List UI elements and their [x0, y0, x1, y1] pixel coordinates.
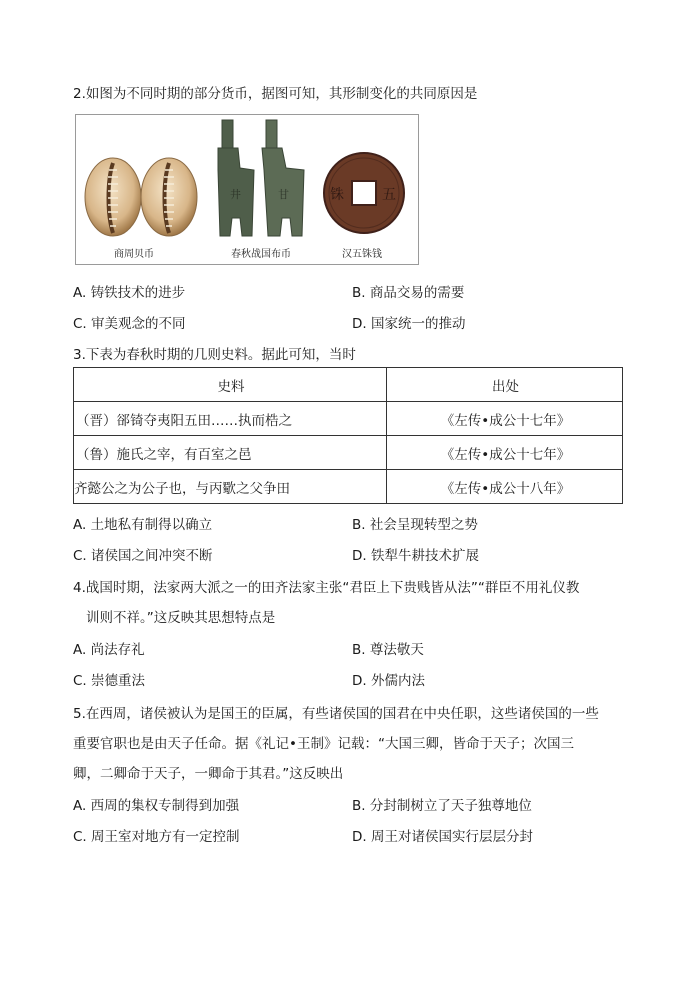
q4-option-b[interactable]: B. 尊法敬天 — [352, 642, 424, 658]
table-header-origin: 出处 — [387, 368, 623, 402]
question-3-stem: 3.下表为春秋时期的几则史料。据此可知，当时 — [73, 347, 356, 363]
q5-option-c[interactable]: C. 周王室对地方有一定控制 — [73, 829, 240, 845]
question-4-stem-line-2: 训则不祥。”这反映其思想特点是 — [86, 610, 276, 626]
q5-option-d[interactable]: D. 周王对诸侯国实行层层分封 — [352, 829, 533, 845]
currency-figure — [75, 114, 419, 265]
q2-option-b[interactable]: B. 商品交易的需要 — [352, 285, 465, 301]
svg-text:铢: 铢 — [330, 187, 344, 203]
source-table — [73, 367, 623, 504]
table-header-source: 史料 — [74, 368, 387, 402]
svg-text:五: 五 — [382, 187, 396, 203]
question-5-stem-line-3: 卿，二卿命于天子，一卿命于其君。”这反映出 — [73, 766, 344, 782]
q3-option-a[interactable]: A. 土地私有制得以确立 — [73, 517, 213, 533]
spade-coin-image — [216, 118, 308, 240]
q5-option-b[interactable]: B. 分封制树立了天子独尊地位 — [352, 798, 532, 814]
table-header-row — [74, 368, 623, 402]
svg-text:井: 井 — [230, 188, 241, 201]
caption-round-coin: 汉五铢钱 — [342, 249, 382, 260]
caption-shell-coin: 商周贝币 — [114, 249, 154, 260]
table-cell-origin: 《左传•成公十八年》 — [387, 470, 623, 504]
table-row — [74, 470, 623, 504]
table-row — [74, 436, 623, 470]
question-4-stem-line-1: 4.战国时期，法家两大派之一的田齐法家主张“君臣上下贵贱皆从法”“群臣不用礼仪教 — [73, 580, 580, 596]
q3-option-b[interactable]: B. 社会呈现转型之势 — [352, 517, 478, 533]
wuzhu-coin-image — [322, 151, 406, 235]
q3-option-d[interactable]: D. 铁犁牛耕技术扩展 — [352, 548, 479, 564]
table-cell-source: （鲁）施氏之宰，有百室之邑 — [74, 436, 387, 470]
question-2-stem: 2.如图为不同时期的部分货币，据图可知，其形制变化的共同原因是 — [73, 86, 478, 102]
table-cell-source: 齐懿公之为公子也，与丙歜之父争田 — [74, 470, 387, 504]
q2-option-d[interactable]: D. 国家统一的推动 — [352, 316, 466, 332]
q4-option-d[interactable]: D. 外儒内法 — [352, 673, 425, 689]
svg-text:甘: 甘 — [278, 188, 289, 201]
table-cell-origin: 《左传•成公十七年》 — [387, 436, 623, 470]
question-5-stem-line-2: 重要官职也是由天子任命。据《礼记•王制》记载：“大国三卿，皆命于天子；次国三 — [73, 736, 574, 752]
q2-option-a[interactable]: A. 铸铁技术的进步 — [73, 285, 186, 301]
q3-option-c[interactable]: C. 诸侯国之间冲突不断 — [73, 548, 213, 564]
caption-spade-coin: 春秋战国布币 — [231, 249, 291, 260]
q4-option-c[interactable]: C. 崇德重法 — [73, 673, 146, 689]
table-cell-source: （晋）郤锜夺夷阳五田……执而梏之 — [74, 402, 387, 436]
table-cell-origin: 《左传•成公十七年》 — [387, 402, 623, 436]
q5-option-a[interactable]: A. 西周的集权专制得到加强 — [73, 798, 240, 814]
cowrie-shell-image — [81, 155, 201, 240]
table-row — [74, 402, 623, 436]
q4-option-a[interactable]: A. 尚法存礼 — [73, 642, 145, 658]
q2-option-c[interactable]: C. 审美观念的不同 — [73, 316, 186, 332]
question-5-stem-line-1: 5.在西周，诸侯被认为是国王的臣属，有些诸侯国的国君在中央任职，这些诸侯国的一些 — [73, 706, 599, 722]
